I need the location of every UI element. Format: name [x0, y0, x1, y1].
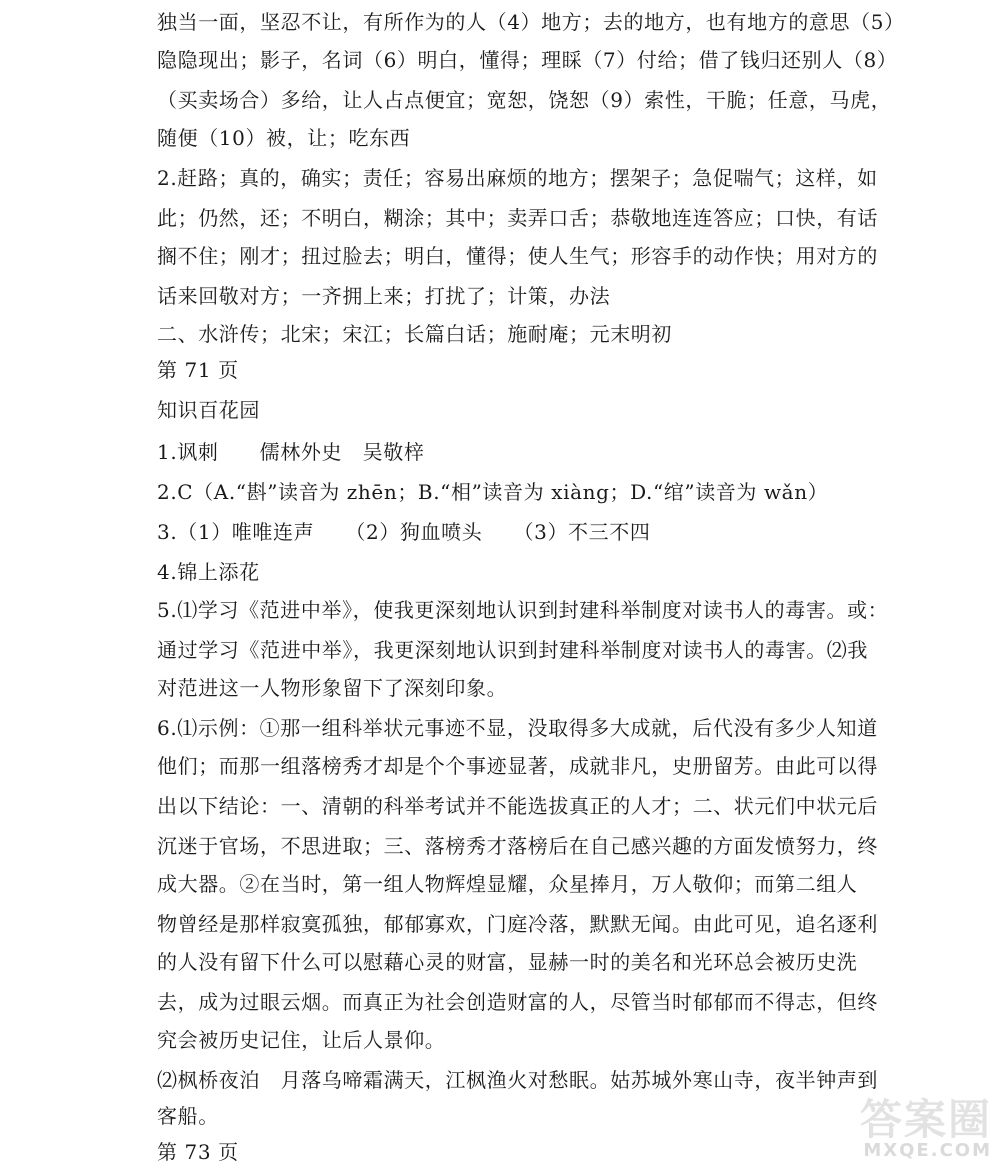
- watermark-url: MXQE.COM: [863, 1140, 992, 1161]
- text-line: 去，成为过眼云烟。而真正为社会创造财富的人，尽管当时郁郁而不得志，但终: [157, 990, 878, 1014]
- watermark: [842, 1095, 992, 1161]
- text-line: 2.赶路；真的，确实；责任；容易出麻烦的地方；摆架子；急促喘气；这样，如: [157, 166, 878, 190]
- text-line: 物曾经是那样寂寞孤独，郁郁寡欢，门庭冷落，默默无闻。由此可见，追名逐利: [157, 912, 878, 936]
- text-line: 3.（1）唯唯连声 （2）狗血喷头 （3）不三不四: [157, 520, 651, 544]
- text-line: 搁不住；刚才；扭过脸去；明白，懂得；使人生气；形容手的动作快；用对方的: [157, 244, 878, 268]
- text-line: 成大器。②在当时，第一组人物辉煌显耀，众星捧月，万人敬仰；而第二组人: [157, 872, 858, 896]
- text-line: 二、水浒传；北宋；宋江；长篇白话；施耐庵；元末明初: [157, 322, 672, 346]
- text-line: 此；仍然，还；不明白，糊涂；其中；卖弄口舌；恭敬地连连答应；口快，有话: [157, 206, 878, 230]
- text-line: （买卖场合）多给，让人占点便宜；宽恕，饶恕（9）索性，干脆；任意，马虎，: [157, 88, 892, 112]
- text-line: 客船。: [157, 1104, 219, 1128]
- text-line: 1.讽刺 儒林外史 吴敬梓: [157, 440, 425, 464]
- text-line: 究会被历史记住，让后人景仰。: [157, 1028, 446, 1052]
- section-heading: 知识百花园: [157, 398, 260, 422]
- text-line: 他们；而那一组落榜秀才却是个个事迹显著，成就非凡，史册留芳。由此可以得: [157, 754, 878, 778]
- text-line: 随便（10）被，让；吃东西: [157, 126, 411, 150]
- text-line: 隐隐现出；影子，名词（6）明白，懂得；理睬（7）付给；借了钱归还别人（8）: [157, 48, 898, 72]
- text-line: 的人没有留下什么可以慰藉心灵的财富，显赫一时的美名和光环总会被历史洗: [157, 950, 858, 974]
- page-number-heading: 第 71 页: [157, 358, 239, 382]
- text-line: 6.⑴示例：①那一组科举状元事迹不显，没取得多大成就，后代没有多少人知道: [157, 716, 878, 740]
- text-line: 沉迷于官场，不思进取；三、落榜秀才落榜后在自己感兴趣的方面发愤努力，终: [157, 834, 878, 858]
- text-line: 话来回敬对方；一齐拥上来；打扰了；计策，办法: [157, 284, 611, 308]
- text-line: 2.C（A.“斟”读音为 zhēn；B.“相”读音为 xiàng；D.“绾”读音为 wǎn）: [157, 480, 829, 504]
- text-line: 出以下结论：一、清朝的科举考试并不能选拔真正的人才；二、状元们中状元后: [157, 794, 878, 818]
- text-line: 通过学习《范进中举》，我更深刻地认识到封建科举制度对读书人的毒害。⑵我: [157, 638, 868, 662]
- text-line: 独当一面，坚忍不让，有所作为的人（4）地方；去的地方，也有地方的意思（5）: [157, 10, 905, 34]
- text-line: 4.锦上添花: [157, 560, 260, 584]
- text-line: 对范进这一人物形象留下了深刻印象。: [157, 676, 508, 700]
- page-number-heading: 第 73 页: [157, 1140, 239, 1164]
- text-line: ⑵枫桥夜泊 月落乌啼霜满天，江枫渔火对愁眠。姑苏城外寒山寺，夜半钟声到: [157, 1068, 878, 1092]
- watermark-logo: 答案圈: [859, 1095, 992, 1144]
- text-line: 5.⑴学习《范进中举》，使我更深刻地认识到封建科举制度对读书人的毒害。或：: [157, 598, 889, 622]
